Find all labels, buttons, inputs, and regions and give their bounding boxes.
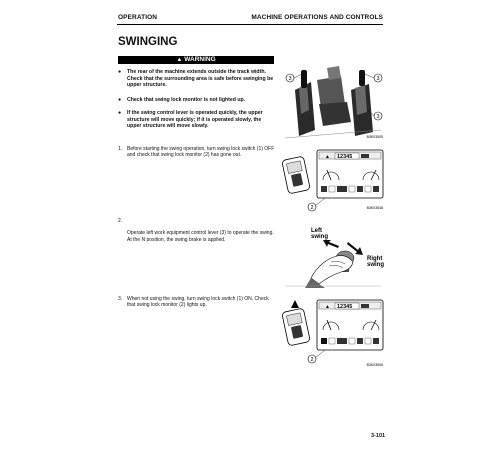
hand-illustration (311, 256, 353, 284)
bullet-dot-icon: ● (118, 97, 122, 103)
right-swing-label: Right swing (367, 256, 385, 268)
up-arrow-icon (291, 300, 299, 308)
warning-bullet: ● If the swing control lever is operated quickly, the upper structure will move quickly; if it is operated slowly, the upper structure will move slowly. (118, 110, 263, 130)
step-item: 1. Before starting the swing operation, turn swing lock switch (1) OFF and check that swing lock monitor (2) has gone out. (118, 146, 275, 159)
figure-id: B3K03548 (366, 206, 383, 210)
left-arrow-icon (323, 240, 339, 248)
monitor-icon-row (321, 186, 379, 192)
step-item: 3. When not using the swing, turn swing lock switch (1) ON. Check that swing lock monitor (2) lights up. (118, 296, 269, 309)
page-title: SWINGING (118, 36, 178, 48)
page-number: 3-101 (371, 433, 386, 439)
figure-id: B3K03506 (366, 363, 383, 367)
step-item: 2. Operate left work equipment control lever (3) to operate the swing. At the N position, the swing brake is applied. (118, 218, 274, 243)
monitor-display: 12345 (337, 154, 353, 160)
figure-swing-lock-monitor (281, 148, 385, 212)
header-chapter: MACHINE OPERATIONS AND CONTROLS (251, 14, 383, 21)
callout-label: 3 (376, 114, 380, 120)
warning-triangle-icon: ▲ (325, 304, 330, 310)
warning-bullet: ● Check that swing lock monitor is not lighted up. (118, 97, 246, 103)
callout-label: 3 (376, 76, 380, 82)
left-swing-label: Left swing (311, 228, 329, 240)
monitor-display: 12345 (337, 304, 353, 310)
bullet-dot-icon: ● (118, 110, 122, 116)
callout-label: 2 (310, 357, 314, 363)
figure-id: B3K03505 (366, 135, 383, 139)
figure-swing-lever (281, 220, 385, 288)
figure-swing-lock-on (281, 296, 385, 368)
warning-banner (118, 56, 274, 64)
callout-label: 3 (288, 76, 292, 82)
header-rule (117, 24, 383, 25)
battery-icon (361, 304, 369, 308)
callout-label: 2 (310, 205, 314, 211)
warning-label: WARNING (184, 56, 216, 63)
warning-triangle-icon: ▲ (176, 57, 183, 63)
warning-bullet: ● The rear of the machine extends outside the track width. Check that the surrounding area is safe before swinging be upper structure. (118, 69, 274, 89)
header-section: OPERATION (118, 14, 158, 21)
battery-icon (361, 154, 369, 158)
warning-triangle-icon: ▲ (325, 154, 330, 160)
figure-operator-levers (281, 60, 385, 140)
bullet-dot-icon: ● (118, 69, 122, 75)
monitor-icon-row (321, 338, 379, 344)
